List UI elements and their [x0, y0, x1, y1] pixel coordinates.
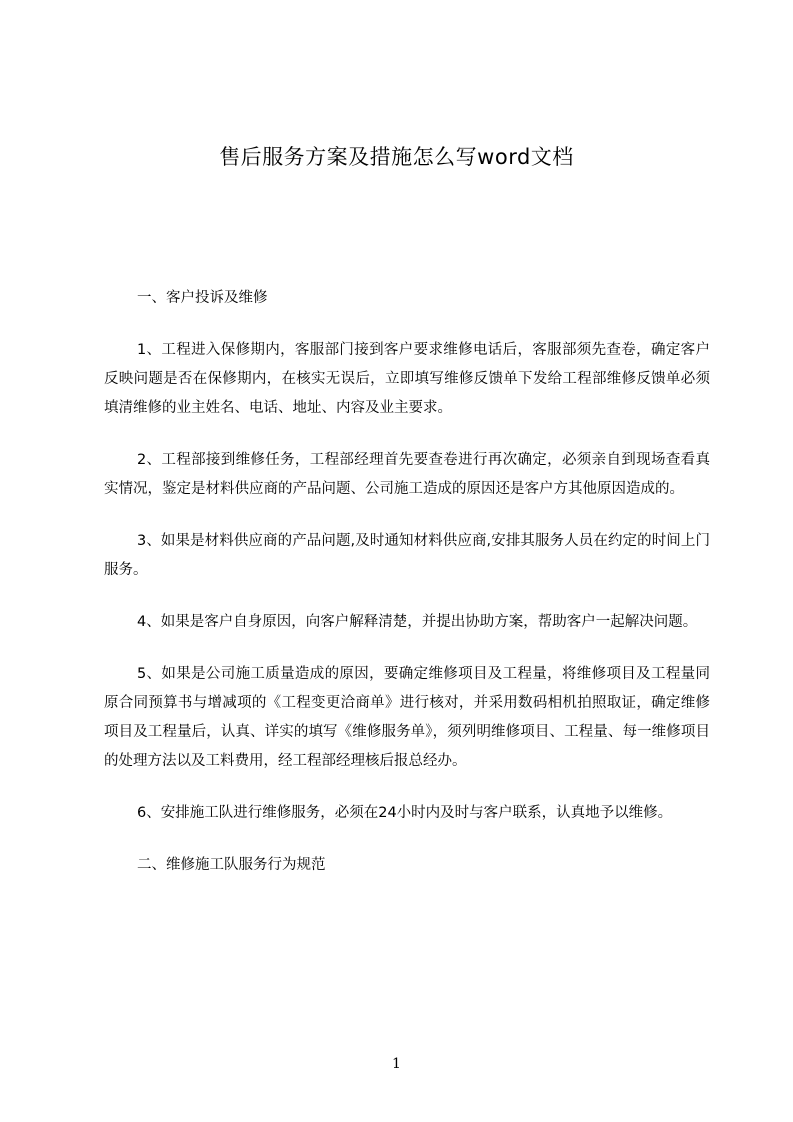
document-body: [104, 284, 710, 903]
paragraph-1: 1、工程进入保修期内，客服部门接到客户要求维修电话后，客服部须先查卷，确定客户反映问题是否在保修期内，在核实无误后，立即填写维修反馈单下发给工程部维修反馈单必须填清维修的业主姓名、电话、地址、内容及业主要求。: [104, 342, 710, 416]
paragraph-4: 4、如果是客户自身原因，向客户解释清楚，并提出协助方案，帮助客户一起解决问题。: [137, 614, 698, 630]
page-number: 1: [392, 1056, 401, 1072]
section-heading-2: 二、维修施工队服务行为规范: [137, 857, 326, 873]
document-title: 售后服务方案及措施怎么写word文档: [219, 145, 574, 169]
paragraph-5: 5、如果是公司施工质量造成的原因，要确定维修项目及工程量，将维修项目及工程量同原合同预算书与增减项的《工程变更洽商单》进行核对，并采用数码相机拍照取证，确定维修项目及工程量后，认真、详实的填写《维修服务单》，须列明维修项目、工程量、每一维修项目的处理方法以及工料费用，经工程部经理核后报总经办。: [104, 666, 710, 769]
paragraph-3: 3、如果是材料供应商的产品问题,及时通知材料供应商,安排其服务人员在约定的时间上门服务。: [104, 533, 710, 578]
paragraph-6: 6、安排施工队进行维修服务，必须在24小时内及时与客户联系，认真地予以维修。: [137, 805, 673, 821]
paragraph-2: 2、工程部接到维修任务，工程部经理首先要查卷进行再次确定，必须亲自到现场查看真实情况，鉴定是材料供应商的产品问题、公司施工造成的原因还是客户方其他原因造成的。: [104, 452, 710, 497]
section-heading-1: 一、客户投诉及维修: [137, 290, 268, 306]
